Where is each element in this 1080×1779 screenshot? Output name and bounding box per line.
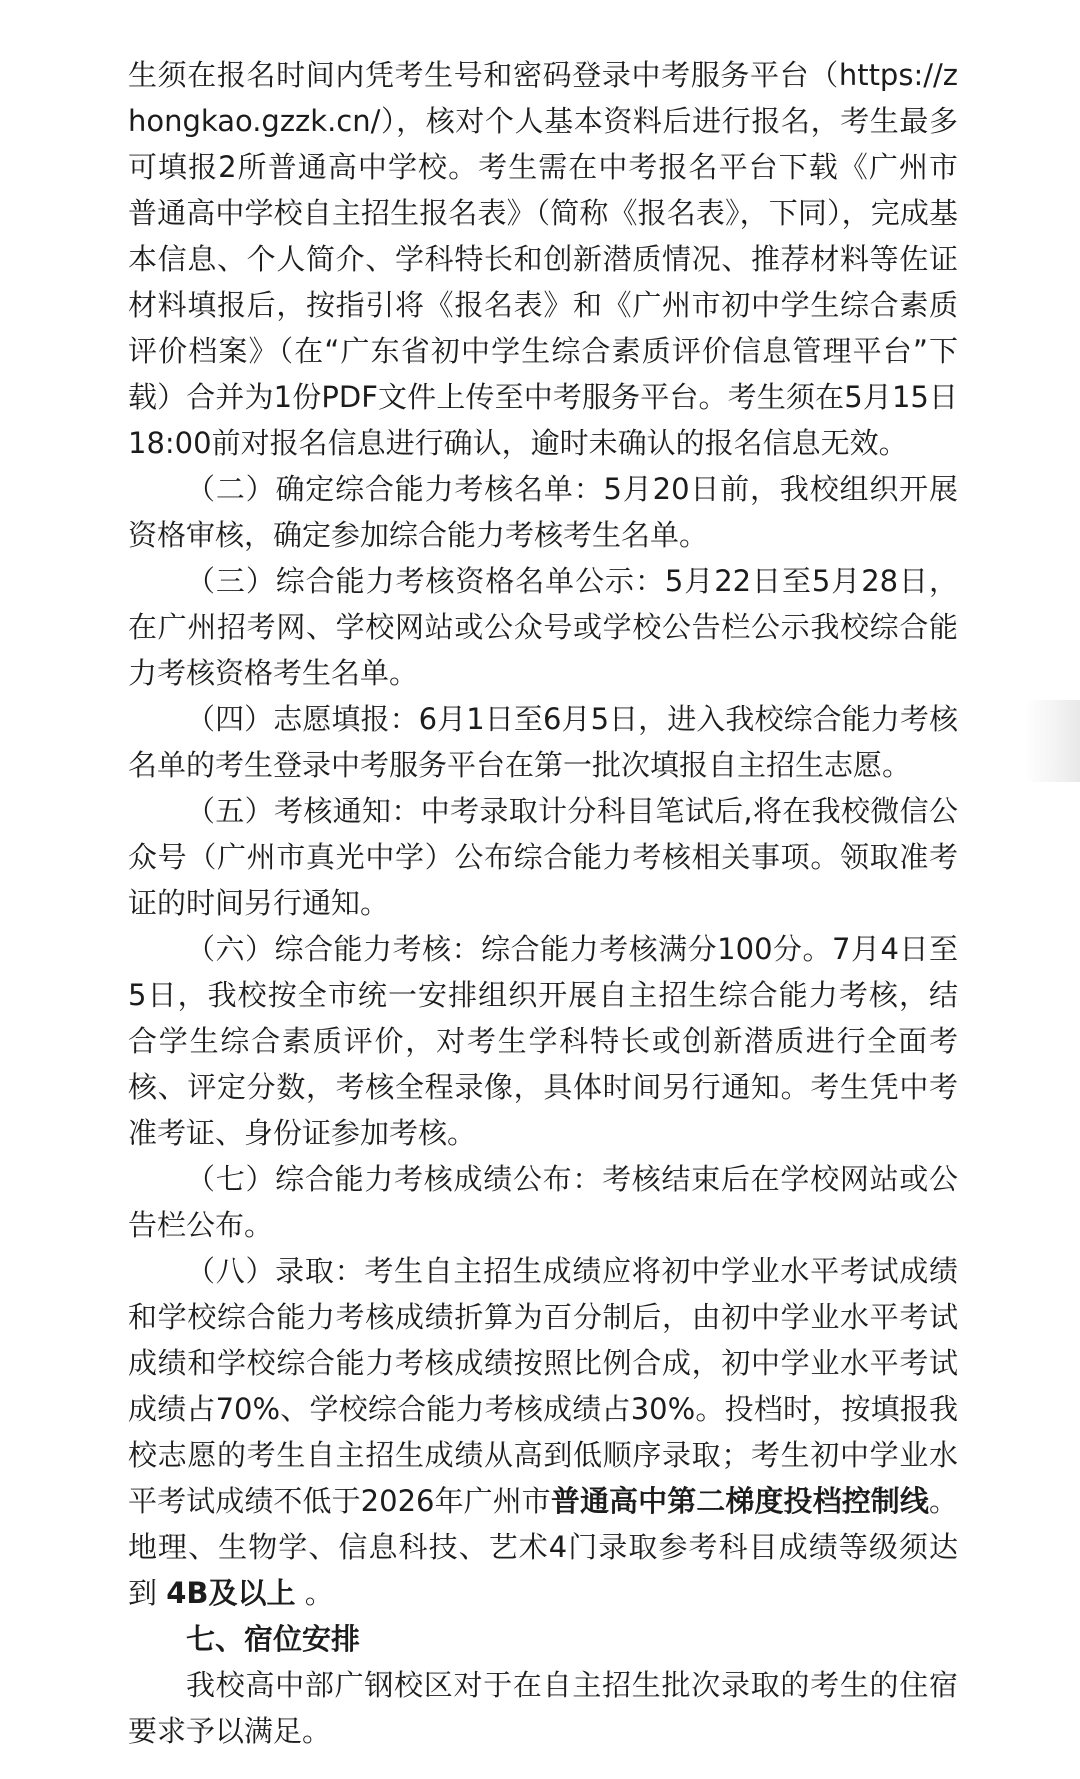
section-heading-accommodation: 七、宿位安排 (186, 1622, 361, 1656)
assessment-notice-paragraph: （五）考核通知：中考录取计分科目笔试后,将在我校微信公众号（广州市真光中学）公布综合能力考核相关事项。领取准考证的时间另行通知。 (128, 794, 958, 920)
score-publication-paragraph: （七）综合能力考核成绩公布：考核结束后在学校网站或公告栏公布。 (128, 1162, 958, 1242)
registration-paragraph: 生须在报名时间内凭考生号和密码登录中考服务平台（https://zhongkao.gzzk.cn/），核对个人基本资料后进行报名，考生最多可填报2所普通高中学校。考生需在中考报名平台下载《广州市普通高中学校自主招生报名表》（简称《报名表》，下同），完成基本信息、个人简介、学科特长和创新潜质情况、推荐材料等佐证材料填报后，按指引将《报名表》和《广州市初中学生综合素质评价档案》（在“广东省初中学生综合素质评价信息管理平台”下载）合并为1份PDF文件上传至中考服务平台。考生须在5月15日18:00前对报名信息进行确认，逾时未确认的报名信息无效。 (128, 58, 958, 460)
application-filling-paragraph: （四）志愿填报：6月1日至6月5日，进入我校综合能力考核名单的考生登录中考服务平台在第一批次填报自主招生志愿。 (128, 702, 958, 782)
qualification-review-paragraph: （二）确定综合能力考核名单：5月20日前，我校组织开展资格审核，确定参加综合能力考核考生名单。 (128, 472, 958, 552)
list-publicity-paragraph: （三）综合能力考核资格名单公示：5月22日至5月28日，在广州招考网、学校网站或公众号或学校公告栏公示我校综合能力考核资格考生名单。 (128, 564, 958, 690)
ability-assessment-paragraph: （六）综合能力考核：综合能力考核满分100分。7月4日至5日，我校按全市统一安排组织开展自主招生综合能力考核，结合学生综合素质评价，对考生学科特长或创新潜质进行全面考核、评定分数，考核全程录像，具体时间另行通知。考生凭中考准考证、身份证参加考核。 (128, 932, 958, 1150)
page-edge-tab (1025, 700, 1080, 782)
accommodation-paragraph: 我校高中部广钢校区对于在自主招生批次录取的考生的住宿要求予以满足。 (128, 1668, 958, 1748)
admission-text-end: 。 (295, 1576, 334, 1610)
admission-text-part1: （八）录取：考生自主招生成绩应将初中学业水平考试成绩和学校综合能力考核成绩折算为百分制后，由初中学业水平考试成绩和学校综合能力考核成绩按照比例合成，初中学业水平考试成绩占70%、学校综合能力考核成绩占30%。投档时，按填报我校志愿的考生自主招生成绩从高到低顺序录取；考生初中学业水平考试成绩不低于2026年广州市 (128, 1254, 958, 1518)
control-line-bold: 普通高中第二梯度投档控制线 (550, 1484, 929, 1518)
grade-requirement-bold: 4B及以上 (166, 1576, 296, 1610)
admission-paragraph (128, 1248, 958, 1616)
admission-text-part2: 。地理、生物学、信息科技、艺术4门录取参考科目成绩等级须达到 (128, 1484, 958, 1610)
document-body (128, 52, 958, 1754)
